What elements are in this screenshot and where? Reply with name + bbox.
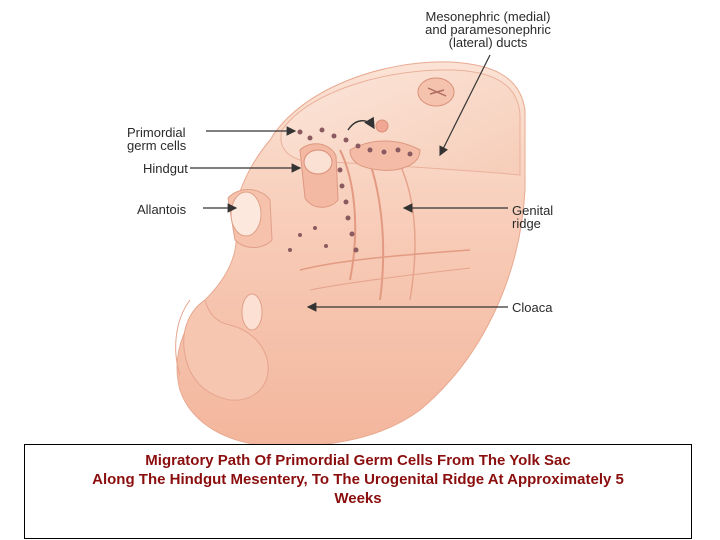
label-allantois: Allantois	[137, 202, 187, 217]
label-mesonephric	[410, 10, 566, 49]
label-mesonephric-line1: Mesonephric (medial)	[425, 9, 551, 24]
caption-line-3: Weeks	[334, 490, 382, 507]
caption-line-2: Along The Hindgut Mesentery, To The Urogenital Ridge At Approximately 5	[92, 471, 624, 488]
label-hindgut: Hindgut	[143, 161, 188, 176]
label-genital-line2: ridge	[512, 216, 541, 231]
label-primordial-line2: germ cells	[127, 138, 187, 153]
caption-box	[24, 444, 692, 539]
label-genital-line1: Genital	[512, 203, 554, 218]
label-primordial-line1: Primordial	[127, 125, 186, 140]
label-primordial	[127, 126, 186, 152]
label-mesonephric-line2: and paramesonephric	[425, 22, 551, 37]
label-mesonephric-line3: (lateral) ducts	[448, 35, 528, 50]
caption-line-1: Migratory Path Of Primordial Germ Cells From The Yolk Sac	[145, 452, 571, 469]
embryo-body	[176, 62, 525, 446]
label-cloaca: Cloaca	[512, 300, 553, 315]
label-genital-ridge	[512, 204, 553, 230]
